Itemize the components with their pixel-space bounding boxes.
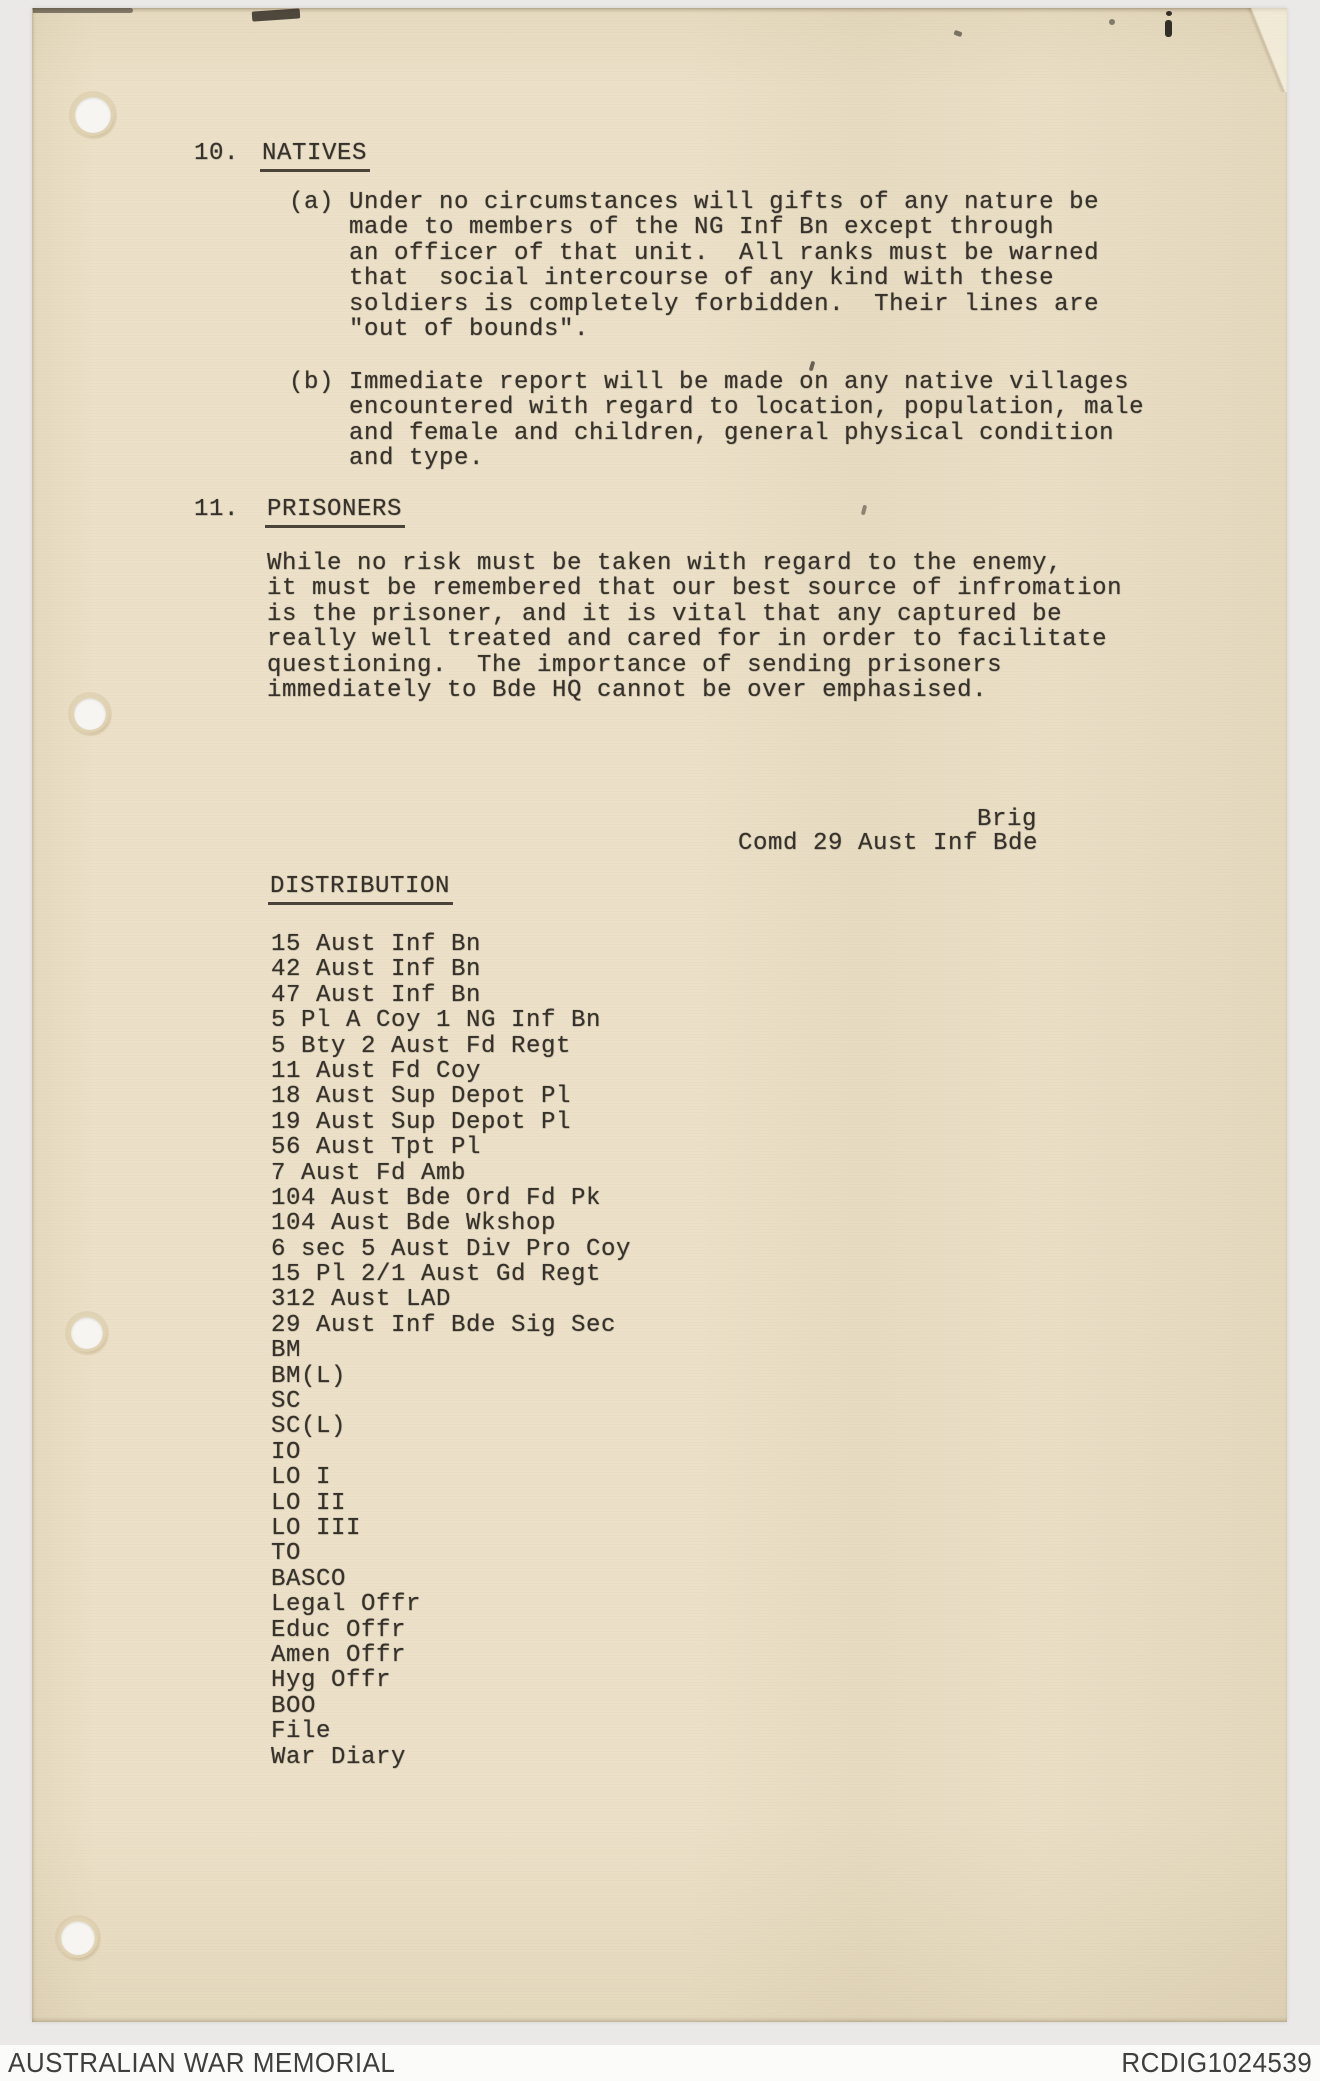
punch-hole-3 [71, 1317, 103, 1349]
ink-mark [33, 8, 133, 13]
reference-id: RCDIG1024539 [1121, 2047, 1312, 2078]
ink-mark [953, 30, 962, 37]
punch-hole-2 [74, 698, 106, 730]
distribution-heading [270, 874, 453, 905]
distribution-item: BM(L) [271, 1362, 347, 1390]
ink-mark [1109, 19, 1115, 25]
distribution-item: 47 Aust Inf Bn [271, 981, 482, 1009]
distribution-item: 104 Aust Bde Ord Fd Pk [271, 1184, 602, 1212]
distribution-item: Legal Offr [271, 1591, 422, 1619]
punch-hole-4 [61, 1921, 95, 1955]
distribution-item: Educ Offr [271, 1616, 407, 1644]
text-line: an officer of that unit. All ranks must be warned [349, 239, 1100, 267]
text-line: Under no circumstances will gifts of any nature be [349, 189, 1100, 216]
distribution-list [271, 932, 631, 1770]
text-line: it must be remembered that our best source of infromation [267, 575, 1123, 603]
text-line: and female and children, general physical condition [349, 419, 1115, 447]
distribution-item: 7 Aust Fd Amb [271, 1159, 467, 1187]
text-line: that social intercourse of any kind with these [349, 265, 1055, 293]
distribution-item: BASCO [271, 1565, 347, 1593]
text-line: really well treated and cared for in order to facilitate [267, 626, 1108, 654]
distribution-item: LO III [271, 1514, 362, 1542]
distribution-item: LO II [271, 1489, 347, 1517]
signature-rank: Brig [977, 806, 1038, 833]
distribution-item: 15 Pl 2/1 Aust Gd Regt [271, 1261, 602, 1289]
section-11-number: 11. [194, 496, 240, 523]
text-line: made to members of the NG Inf Bn except through [349, 214, 1055, 242]
ink-mark [252, 8, 301, 21]
ink-mark [861, 505, 867, 516]
distribution-item: 5 Pl A Coy 1 NG Inf Bn [271, 1007, 602, 1035]
text-line: immediately to Bde HQ cannot be over emphasised. [267, 676, 988, 704]
text-line: is the prisoner, and it is vital that any captured be [267, 600, 1063, 628]
paragraph-a-text [349, 190, 1099, 342]
section-11-heading-text: PRISONERS [265, 497, 405, 528]
distribution-item: File [271, 1718, 332, 1746]
footer-bar [0, 2045, 1320, 2081]
text-line: soldiers is completely forbidden. Their lines are [349, 290, 1100, 318]
punch-hole-1 [75, 97, 111, 133]
distribution-item: 56 Aust Tpt Pl [271, 1134, 482, 1162]
archive-name: AUSTRALIAN WAR MEMORIAL [8, 2047, 396, 2078]
text-line: "out of bounds". [349, 315, 590, 343]
distribution-item: 19 Aust Sup Depot Pl [271, 1108, 572, 1136]
section-10-heading [262, 141, 370, 172]
distribution-item: LO I [271, 1464, 332, 1492]
distribution-item: 15 Aust Inf Bn [271, 931, 482, 958]
paragraph-a-label: (a) [289, 189, 335, 216]
distribution-item: 11 Aust Fd Coy [271, 1057, 482, 1085]
distribution-item: SC(L) [271, 1413, 347, 1441]
distribution-heading-text: DISTRIBUTION [268, 874, 453, 905]
distribution-item: 42 Aust Inf Bn [271, 956, 482, 984]
text-line: questioning. The importance of sending prisoners [267, 651, 1003, 679]
text-line: While no risk must be taken with regard to the enemy, [267, 550, 1063, 577]
distribution-item: Hyg Offr [271, 1667, 392, 1695]
distribution-item: BM [271, 1337, 302, 1365]
paragraph-b-label: (b) [289, 369, 335, 396]
section-11-heading [267, 497, 405, 528]
section-11-paragraph [267, 551, 1122, 703]
distribution-item: War Diary [271, 1743, 407, 1771]
distribution-item: 312 Aust LAD [271, 1286, 452, 1314]
distribution-item: 5 Bty 2 Aust Fd Regt [271, 1032, 572, 1060]
section-10-heading-text: NATIVES [260, 141, 370, 172]
text-line: encountered with regard to location, population, male [349, 394, 1145, 422]
corner-fold [1245, 8, 1287, 92]
text-line: and type. [349, 445, 485, 473]
distribution-item: BOO [271, 1692, 317, 1720]
signature-command: Comd 29 Aust Inf Bde [738, 830, 1039, 857]
ink-mark [1166, 11, 1172, 16]
distribution-item: 18 Aust Sup Depot Pl [271, 1083, 572, 1111]
document-page [32, 8, 1287, 2022]
distribution-item: IO [271, 1438, 302, 1466]
distribution-item: 29 Aust Inf Bde Sig Sec [271, 1311, 617, 1339]
distribution-item: Amen Offr [271, 1641, 407, 1669]
distribution-item: 6 sec 5 Aust Div Pro Coy [271, 1235, 632, 1263]
ink-mark [1165, 20, 1172, 37]
distribution-item: 104 Aust Bde Wkshop [271, 1210, 557, 1238]
distribution-item: SC [271, 1388, 302, 1416]
text-line: Immediate report will be made on any native villages [349, 369, 1130, 396]
paragraph-b-text [349, 370, 1144, 472]
section-10-number: 10. [194, 140, 240, 167]
distribution-item: TO [271, 1540, 302, 1568]
